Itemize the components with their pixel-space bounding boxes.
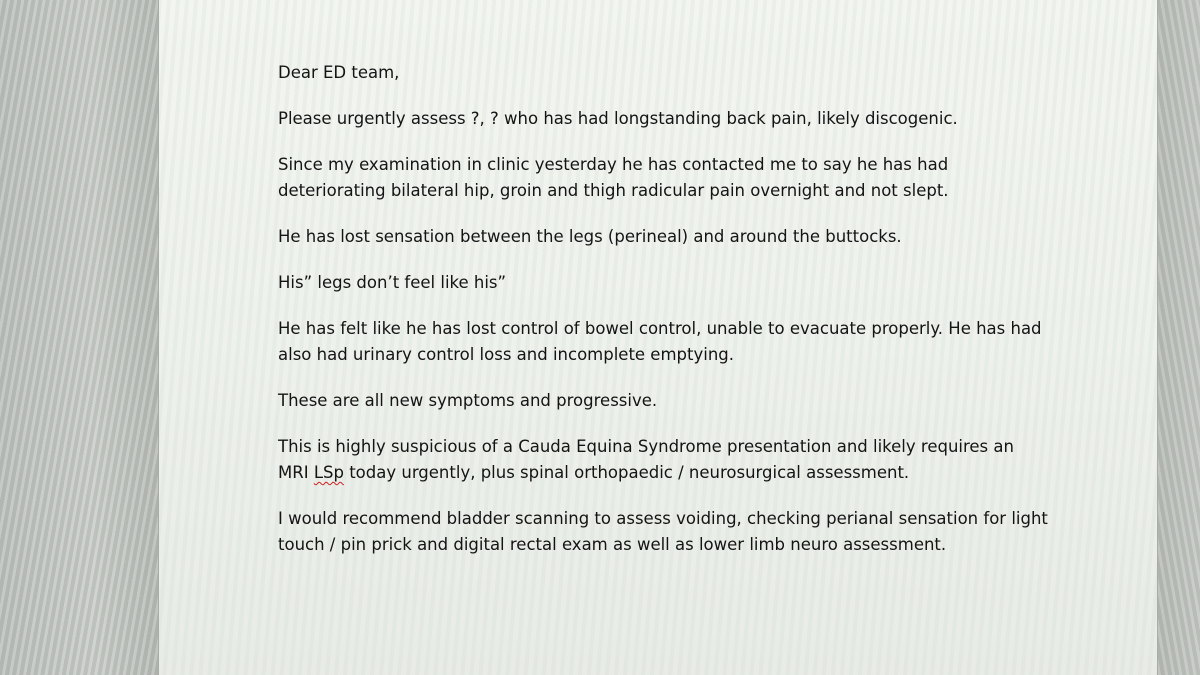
- paragraph-line-prefix: MRI: [278, 463, 314, 482]
- paragraph-line: This is highly suspicious of a Cauda Equina Syndrome presentation and likely requires an: [278, 437, 1014, 456]
- paragraph-line: Since my examination in clinic yesterday he has contacted me to say he has had: [278, 155, 949, 174]
- paragraph-sensation: [278, 224, 1118, 250]
- paragraph-recommendation: [278, 506, 1118, 558]
- desk-background-right: [1158, 0, 1200, 675]
- paragraph-line: Please urgently assess ?, ? who has had longstanding back pain, likely discogenic.: [278, 109, 958, 128]
- letter-body[interactable]: [278, 60, 1118, 578]
- paragraph-line: I would recommend bladder scanning to assess voiding, checking perianal sensation for light: [278, 509, 1048, 528]
- letter-greeting: Dear ED team,: [278, 63, 400, 82]
- paragraph-line: also had urinary control loss and incomplete emptying.: [278, 345, 734, 364]
- paragraph-line: He has lost sensation between the legs (perineal) and around the buttocks.: [278, 227, 902, 246]
- paragraph-line: deteriorating bilateral hip, groin and thigh radicular pain overnight and not slept.: [278, 181, 949, 200]
- paragraph-line: He has felt like he has lost control of bowel control, unable to evacuate properly. He has had: [278, 319, 1042, 338]
- paragraph-line-suffix: today urgently, plus spinal orthopaedic / neurosurgical assessment.: [343, 463, 910, 482]
- paragraph-new-symptoms: [278, 388, 1118, 414]
- paragraph-examination: [278, 152, 1118, 204]
- spellcheck-flagged-word[interactable]: LSp: [313, 463, 344, 482]
- paragraph-cauda-equina: [278, 434, 1118, 486]
- paragraph-line: touch / pin prick and digital rectal exam as well as lower limb neuro assessment.: [278, 535, 947, 554]
- desk-background-left: [0, 0, 158, 675]
- paragraph-bowel-bladder: [278, 316, 1118, 368]
- document-page[interactable]: [158, 0, 1158, 675]
- paragraph-line: These are all new symptoms and progressive.: [278, 391, 658, 410]
- paragraph-legs-quote: [278, 270, 1118, 296]
- paragraph-urgent-assess: [278, 106, 1118, 132]
- paragraph-line: His” legs don’t feel like his”: [278, 273, 507, 292]
